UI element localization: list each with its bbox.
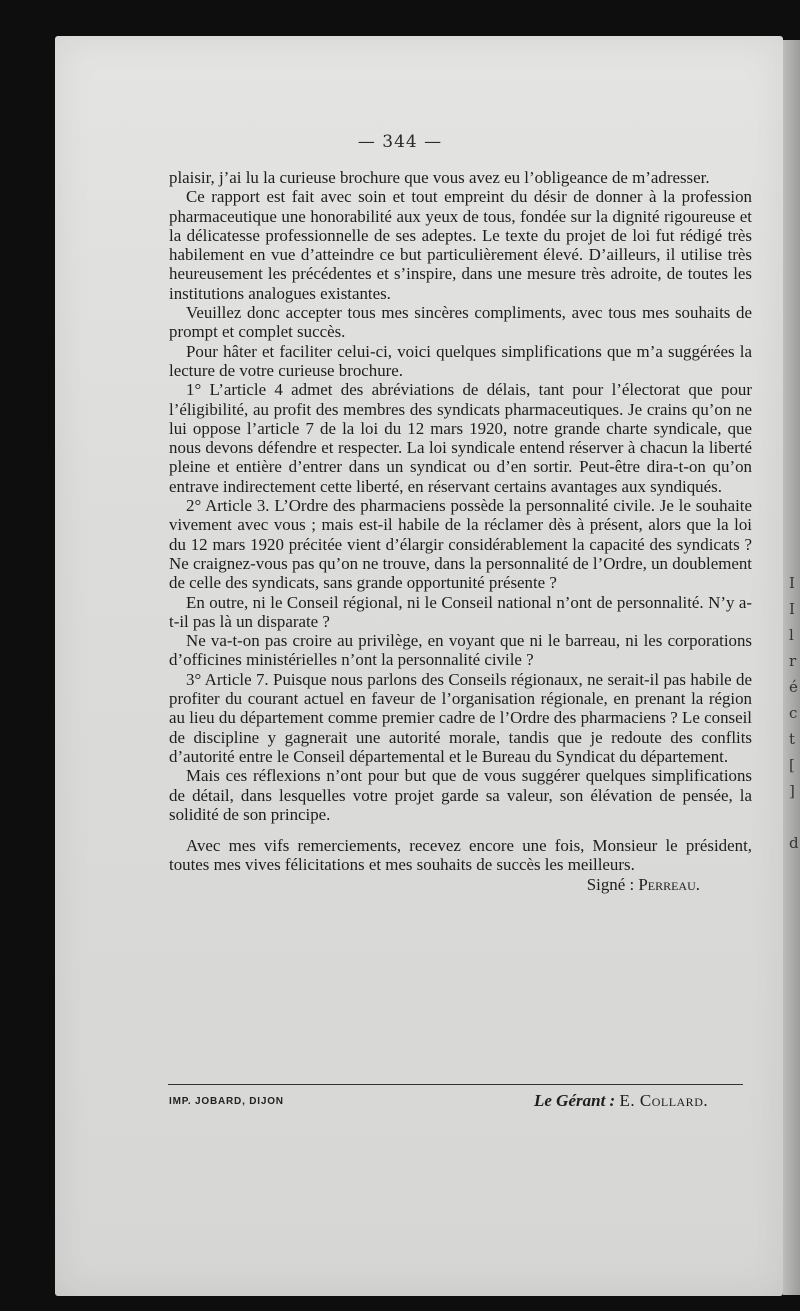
signature-name: Perreau. <box>638 874 700 894</box>
paragraph: plaisir, j’ai lu la curieuse brochure que vous avez eu l’obligeance de m’adresser. <box>169 168 710 187</box>
paragraph: Ce rapport est fait avec soin et tout empreint du désir de donner à la profession pharmaceutique une honorabilité aux yeux de tous, fondée sur la dignité rigoureuse et la délicatesse professionnelle de ses adeptes. Le texte du projet de loi fut rédigé très habilement en vue d’atteindre ce but particulièrement élevé. D’ailleurs, il utilise très heureusement les précédentes et s’inspire, dans une mesure très adroite, de toutes les institutions analogues existantes. <box>169 187 752 303</box>
letter-body <box>169 168 752 894</box>
paragraph: Pour hâter et faciliter celui-ci, voici quelques simplifications que m’a suggérées la lecture de votre curieuse brochure. <box>169 341 752 380</box>
signature <box>169 875 752 894</box>
footer-divider <box>168 1084 743 1085</box>
paragraph: Mais ces réflexions n’ont pour but que de vous suggérer quelques simplifications de détail, dans lesquelles votre projet garde sa valeur, son élévation de pensée, la solidité de son principe. <box>169 766 752 824</box>
paragraph: Veuillez donc accepter tous mes sincères compliments, avec tous mes souhaits de prompt et complet succès. <box>169 303 752 342</box>
gerant-line <box>534 1091 708 1111</box>
printer-imprint: IMP. JOBARD, DIJON <box>169 1096 284 1107</box>
paragraph-article-4: 1° L’article 4 admet des abréviations de délais, tant pour l’électorat que pour l’éligibilité, au profit des membres des syndicats pharmaceutiques. Je crains qu’on ne lui oppose l’article 7 de la loi du 12 mars 1920, notre grande charte syndicale, que nous devons défendre et respecter. La loi syndicale entend réserver à chacun la liberté pleine et entière d’entrer dans un syndicat ou d’en sortir. Peut-être dira-t-on qu’on entrave indirectement cette liberté, en réservant certains avantages aux syndiqués. <box>169 380 752 496</box>
page-number: — 344 — <box>357 132 443 152</box>
paragraph-article-7: 3° Article 7. Puisque nous parlons des Conseils régionaux, ne serait-il pas habile de profiter du courant actuel en faveur de l’organisation régionale, en prenant la région au lieu du département comme premier cadre de l’Ordre des pharmaciens ? Le conseil de discipline y gagnerait une autorité morale, tandis que je redoute des conflits d’autorité entre le Conseil départemental et le Bureau du Syndicat du département. <box>169 669 752 766</box>
paragraph: Ne va-t-on pas croire au privilège, en voyant que ni le barreau, ni les corporations d’officines ministérielles n’ont la personnalité civile ? <box>169 631 752 670</box>
adjacent-page-text-fragments: I I l r é c t [ ] d <box>789 574 799 852</box>
paragraph-article-3: 2° Article 3. L’Ordre des pharmaciens possède la personnalité civile. Je le souhaite vivement avec vous ; mais est-il habile de la réclamer dès à présent, alors que la loi du 12 mars 1920 précitée vient d’élargir considérablement la capacité des syndicats ? Ne craignez-vous pas qu’on ne trouve, dans la personnalité de l’Ordre, un doublement de celle des syndicats, sans grande opportunité présente ? <box>169 496 752 593</box>
paragraph: En outre, ni le Conseil régional, ni le Conseil national n’ont de personnalité. N’y a-t-il pas là un disparate ? <box>169 592 752 631</box>
closing-paragraph: Avec mes vifs remerciements, recevez encore une fois, Monsieur le président, toutes mes vives félicitations et mes souhaits de succès les meilleurs. <box>169 836 752 875</box>
gerant-label: Le Gérant : <box>534 1091 616 1110</box>
gerant-name: E. Collard. <box>619 1091 709 1110</box>
signature-label: Signé : <box>586 874 639 894</box>
